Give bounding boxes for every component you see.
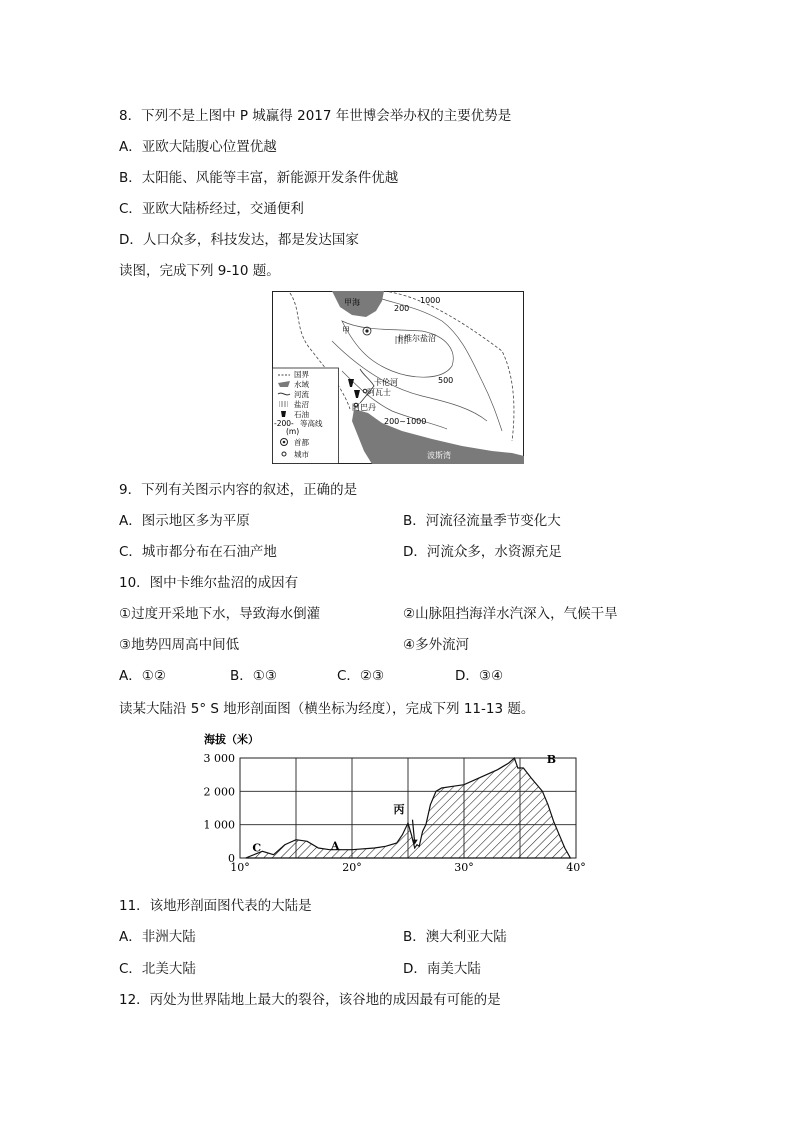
legend-city: 城市 bbox=[294, 450, 309, 459]
label-kavir: 卡维尔盐沼 bbox=[396, 334, 436, 343]
label-persian-gulf: 波斯湾 bbox=[427, 451, 451, 460]
q10-option-c: C．②③ bbox=[337, 668, 385, 684]
legend-water: 水域 bbox=[294, 380, 309, 389]
x-tick-label: 40° bbox=[566, 861, 586, 874]
legend-river: 河流 bbox=[294, 390, 309, 399]
q9-option-a: A．图示地区多为平原 bbox=[119, 513, 250, 529]
y-tick-label: 2 000 bbox=[203, 785, 235, 799]
legend-contour-unit: (m) bbox=[286, 427, 300, 436]
label-contour-200: 200 bbox=[394, 304, 410, 313]
y-tick-label: 1 000 bbox=[203, 818, 235, 832]
label-abadan: 阿巴丹 bbox=[352, 403, 376, 412]
y-tick-label: 3 000 bbox=[203, 752, 235, 765]
q8-option-d: D．人口众多，科技发达，都是发达国家 bbox=[119, 232, 359, 248]
legend-contour: 等高线 bbox=[300, 419, 323, 428]
q10-option-a: A．①② bbox=[119, 668, 166, 684]
profile-annotation: 丙 bbox=[393, 803, 405, 816]
q9-stem: 9．下列有关图示内容的叙述，正确的是 bbox=[119, 482, 358, 498]
iran-map-figure bbox=[272, 291, 524, 464]
q9-option-c: C．城市都分布在石油产地 bbox=[119, 544, 277, 560]
q10-option-d: D．③④ bbox=[455, 668, 504, 684]
intro-11-13: 读某大陆沿 5° S 地形剖面图（横坐标为经度），完成下列 11-13 题。 bbox=[119, 701, 535, 717]
x-tick-label: 10° bbox=[230, 861, 250, 874]
y-tick-label: 0 bbox=[228, 852, 235, 865]
q9-option-d: D．河流众多，水资源充足 bbox=[403, 544, 562, 560]
q10-option-b: B．①③ bbox=[230, 668, 277, 684]
q9-option-b: B．河流径流量季节变化大 bbox=[403, 513, 561, 529]
legend-contour-sample: -200- bbox=[274, 419, 294, 428]
q11-stem: 11．该地形剖面图代表的大陆是 bbox=[119, 898, 312, 914]
q8-stem: 8．下列不是上图中 P 城赢得 2017 年世博会举办权的主要优势是 bbox=[119, 108, 512, 124]
terrain-profile-chart bbox=[198, 728, 598, 876]
chart-ylabel: 海拔（米） bbox=[204, 733, 259, 746]
q11-option-a: A．非洲大陆 bbox=[119, 929, 196, 945]
profile-annotation: C bbox=[252, 841, 262, 855]
q11-option-c: C．北美大陆 bbox=[119, 961, 196, 977]
q10-stem: 10．图中卡维尔盐沼的成因有 bbox=[119, 575, 299, 591]
label-contour-200-1000: 200~1000 bbox=[384, 417, 427, 426]
label-jia: 甲 bbox=[342, 326, 350, 335]
q11-option-d: D．南美大陆 bbox=[403, 961, 481, 977]
x-tick-label: 30° bbox=[454, 861, 474, 874]
q10-statement-3: ③地势四周高中间低 bbox=[119, 637, 240, 653]
legend-salt: 盐沼 bbox=[294, 400, 309, 409]
q8-option-b: B．太阳能、风能等丰富，新能源开发条件优越 bbox=[119, 170, 399, 186]
label-contour-1000: 1000 bbox=[420, 296, 441, 305]
legend-capital: 首都 bbox=[294, 438, 309, 447]
label-karun: 卡伦河 bbox=[374, 378, 398, 387]
x-tick-label: 20° bbox=[342, 861, 362, 874]
y-tick-labels bbox=[204, 752, 236, 865]
label-ahvaz: 阿瓦士 bbox=[367, 388, 391, 397]
q8-option-a: A．亚欧大陆腹心位置优越 bbox=[119, 139, 277, 155]
x-tick-labels bbox=[230, 861, 586, 874]
profile-annotation: B bbox=[546, 753, 557, 766]
q10-statement-4: ④多外流河 bbox=[403, 637, 470, 653]
legend-border: 国界 bbox=[294, 370, 309, 379]
label-jia-sea: 甲海 bbox=[344, 298, 360, 307]
q10-statement-1: ①过度开采地下水，导致海水倒灌 bbox=[119, 606, 321, 622]
profile-annotation: A bbox=[330, 839, 340, 853]
q12-stem: 12．丙处为世界陆地上最大的裂谷，该谷地的成因最有可能的是 bbox=[119, 992, 501, 1008]
label-contour-500: 500 bbox=[438, 376, 454, 385]
legend-oil: 石油 bbox=[294, 410, 309, 419]
intro-9-10: 读图，完成下列 9-10 题。 bbox=[119, 263, 280, 279]
q10-statement-2: ②山脉阻挡海洋水汽深入，气候干旱 bbox=[403, 606, 618, 622]
q11-option-b: B．澳大利亚大陆 bbox=[403, 929, 507, 945]
q8-option-c: C．亚欧大陆桥经过，交通便利 bbox=[119, 201, 304, 217]
